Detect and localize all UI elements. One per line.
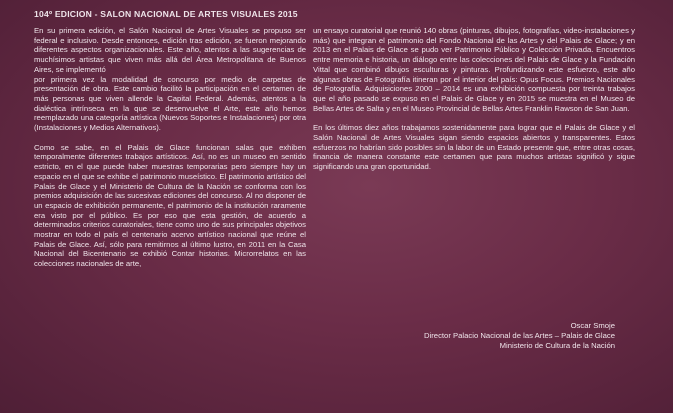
right-text-column	[313, 26, 635, 182]
paragraph-exhibitions: un ensayo curatorial que reunió 140 obras (pinturas, dibujos, fotografías, video-instalaciones y más) que integran el patrimonio del Fondo Nacional de las Artes y del Palais de Glace; y en 2013 en el Palais de Glace se pudo ver Patrimonio Público y Colección Privada. Encuentros entre memoria e historia, un diálogo entre las colecciones del Palais de Glace y la Fundación Vittal que combinó dibujos esculturas y pinturas. Profundizando este esfuerzo, este año algunas obras de Fotografía itineran por el interior del país: Opus Focus. Premios Nacionales de Fotografía. Adquisiciones 2000 – 2014 es una exhibición compuesta por treinta trabajos que el año pasado se expuso en el Palais de Glace y en 2015 se muestra en el Museo de Bellas Artes de Salta y en el Museo Provincial de Bellas Artes Franklin Rawson de San Juan.	[313, 26, 635, 113]
panel-title: 104º EDICION - SALON NACIONAL DE ARTES VISUALES 2015	[34, 9, 298, 19]
signature-role: Director Palacio Nacional de las Artes – Palais de Glace	[423, 331, 615, 341]
paragraph-contest-modality: por primera vez la modalidad de concurso por medio de carpetas de presentación de obra. Este cambio facilitó la participación en el certamen de más personas que viven allende la Capital Federal. Además, atentos a la dialéctica intrínseca en la que se desenvuelve el Arte, este año hemos reemplazado una categoría artística (Nuevos Soportes e Instalaciones) por otra (Instalaciones y Medios Alternativos).	[34, 74, 306, 133]
paragraph-palais-de-glace: Como se sabe, en el Palais de Glace funcionan salas que exhiben temporalmente diferentes trabajos artísticos. Así, no es un museo en sentido estricto, en el que puede haber muestras temporarias pero siempre hay un espacio en el que se exhibe el patrimonio museístico. El patrimonio artístico del Palais de Glace y el Ministerio de Cultura de la Nación se conforma con los premios adquisición de las sucesivas ediciones del concurso. Al no disponer de un espacio de exhibición permanente, el patrimonio de la institución raramente era visto por el público. Es por eso que esta gestión, de acuerdo a determinados criterios curatoriales, tiene como uno de sus principales objetivos mostrar en todo el país el centenario acervo artístico nacional que reúne el Palais de Glace. Así, sólo para remitirnos al último lustro, en 2011 en la Casa Nacional del Bicentenario se exhibió Contar historias. Microrrelatos en las colecciones nacionales de arte,	[34, 142, 306, 269]
paragraph-intro: En su primera edición, el Salón Nacional de Artes Visuales se propuso ser federal e inclusivo. Desde entonces, edición tras edición, se fueron mejorando diferentes aspectos organizacionales. Este año, atentos a las sugerencias de muchísimos artistas que viven más allá del Área Metropolitana de Buenos Aires, se implementó	[34, 26, 306, 74]
signature-name: Oscar Smoje	[570, 321, 615, 330]
left-text-column	[34, 26, 306, 279]
paragraph-closing: En los últimos diez años trabajamos sostenidamente para lograr que el Palais de Glace y el Salón Nacional de Artes Visuales sigan siendo espacios abiertos y transparentes. Estos esfuerzos no habrían sido posibles sin la labor de un Estado presente que, entre otras cosas, financia de manera constante este certamen que para muchos artistas significó y sigue significando una gran oportunidad.	[313, 123, 635, 172]
signature-ministry: Ministerio de Cultura de la Nación	[499, 341, 615, 351]
signature-block	[424, 321, 615, 352]
